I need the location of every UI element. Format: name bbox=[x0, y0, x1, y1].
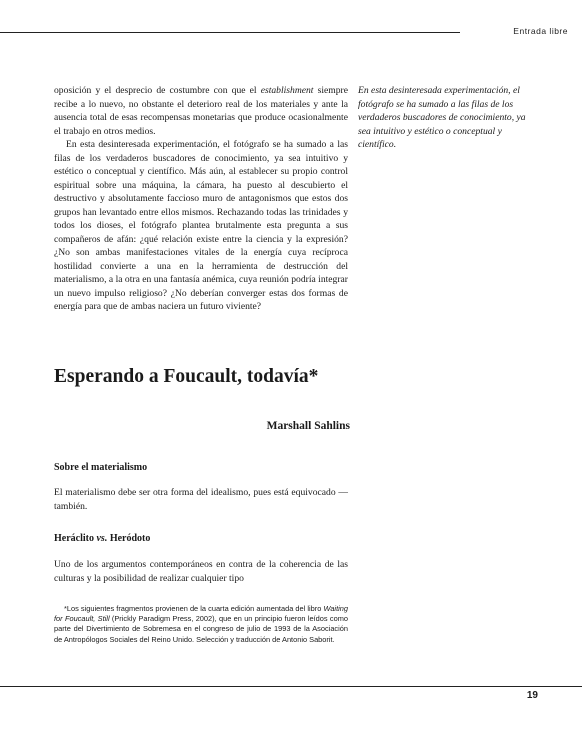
section-heading-heraclito: Heráclito vs. Heródoto bbox=[54, 533, 151, 544]
essay-author: Marshall Sahlins bbox=[266, 420, 350, 432]
running-head: Entrada libre bbox=[513, 26, 568, 36]
continuation-paragraph-2: En esta desinteresada experimentación, el fotógrafo se ha sumado a las filas de los verdaderos buscadores de conocimiento, ya sea intuitivo y estético o conceptual y científico. Más aún, al establecer su propio control espiritual sobre una máquina, la cámara, ha puesto al descubierto el destructivo y absolutamente faccioso muro de antagonismos que estos dos grupos han levantado entre ellos mismos. Rechazando todas las trinidades y todos los dioses, el fotógrafo plantea brutalmente esta pregunta a sus compañeros de afán: ¿qué relación existe entre la ciencia y la expresión? ¿No son ambas manifestaciones vitales de la energía cuya recíproca hostilidad convierte a una en la herramienta de destrucción del materialismo, a la otra en una fantasía anémica, cuya reunión podría integrar un nuevo impulso religioso? ¿No deberían converger estas dos formas de energía para que de ambas naciera un futuro viviente? bbox=[54, 139, 348, 312]
continuation-text bbox=[54, 84, 348, 314]
essay-title: Esperando a Foucault, todavía* bbox=[54, 366, 319, 387]
margin-pull-quote: En esta desinteresada experimentación, el fotógrafo se ha sumado a las filas de los verdaderos buscadores de conocimiento, ya sea intuitivo y estético o conceptual y científico. bbox=[358, 85, 526, 150]
footer-rule bbox=[0, 686, 582, 687]
header-rule bbox=[0, 32, 460, 33]
section-text-heraclito: Uno de los argumentos contemporáneos en contra de la coherencia de las culturas y la posibilidad de realizar cualquier tipo bbox=[54, 559, 348, 584]
page-number: 19 bbox=[526, 690, 538, 701]
continuation-paragraph-1: oposición y el desprecio de costumbre con que el establishment siempre recibe a lo nuevo, no obstante el deterioro real de los materiales y ante la ausencia total de esas recompensas monetarias que produce ocasionalmente el trabajo en otros medios. bbox=[54, 85, 348, 137]
section-text-materialismo: El materialismo debe ser otra forma del idealismo, pues está equivocado —también. bbox=[54, 487, 348, 512]
section-heading-materialismo: Sobre el materialismo bbox=[54, 462, 148, 473]
footnote: *Los siguientes fragmentos provienen de la cuarta edición aumentada del libro Waiting for Foucault, Still (Prickly Paradigm Press, 2002), que en un principio fueron leídos como parte del Divertimiento de Sobremesa en el congreso de julio de 1993 de la Asociación de Antropólogos Sociales del Reino Unido. Selección y traducción de Antonio Saborit. bbox=[54, 604, 348, 644]
